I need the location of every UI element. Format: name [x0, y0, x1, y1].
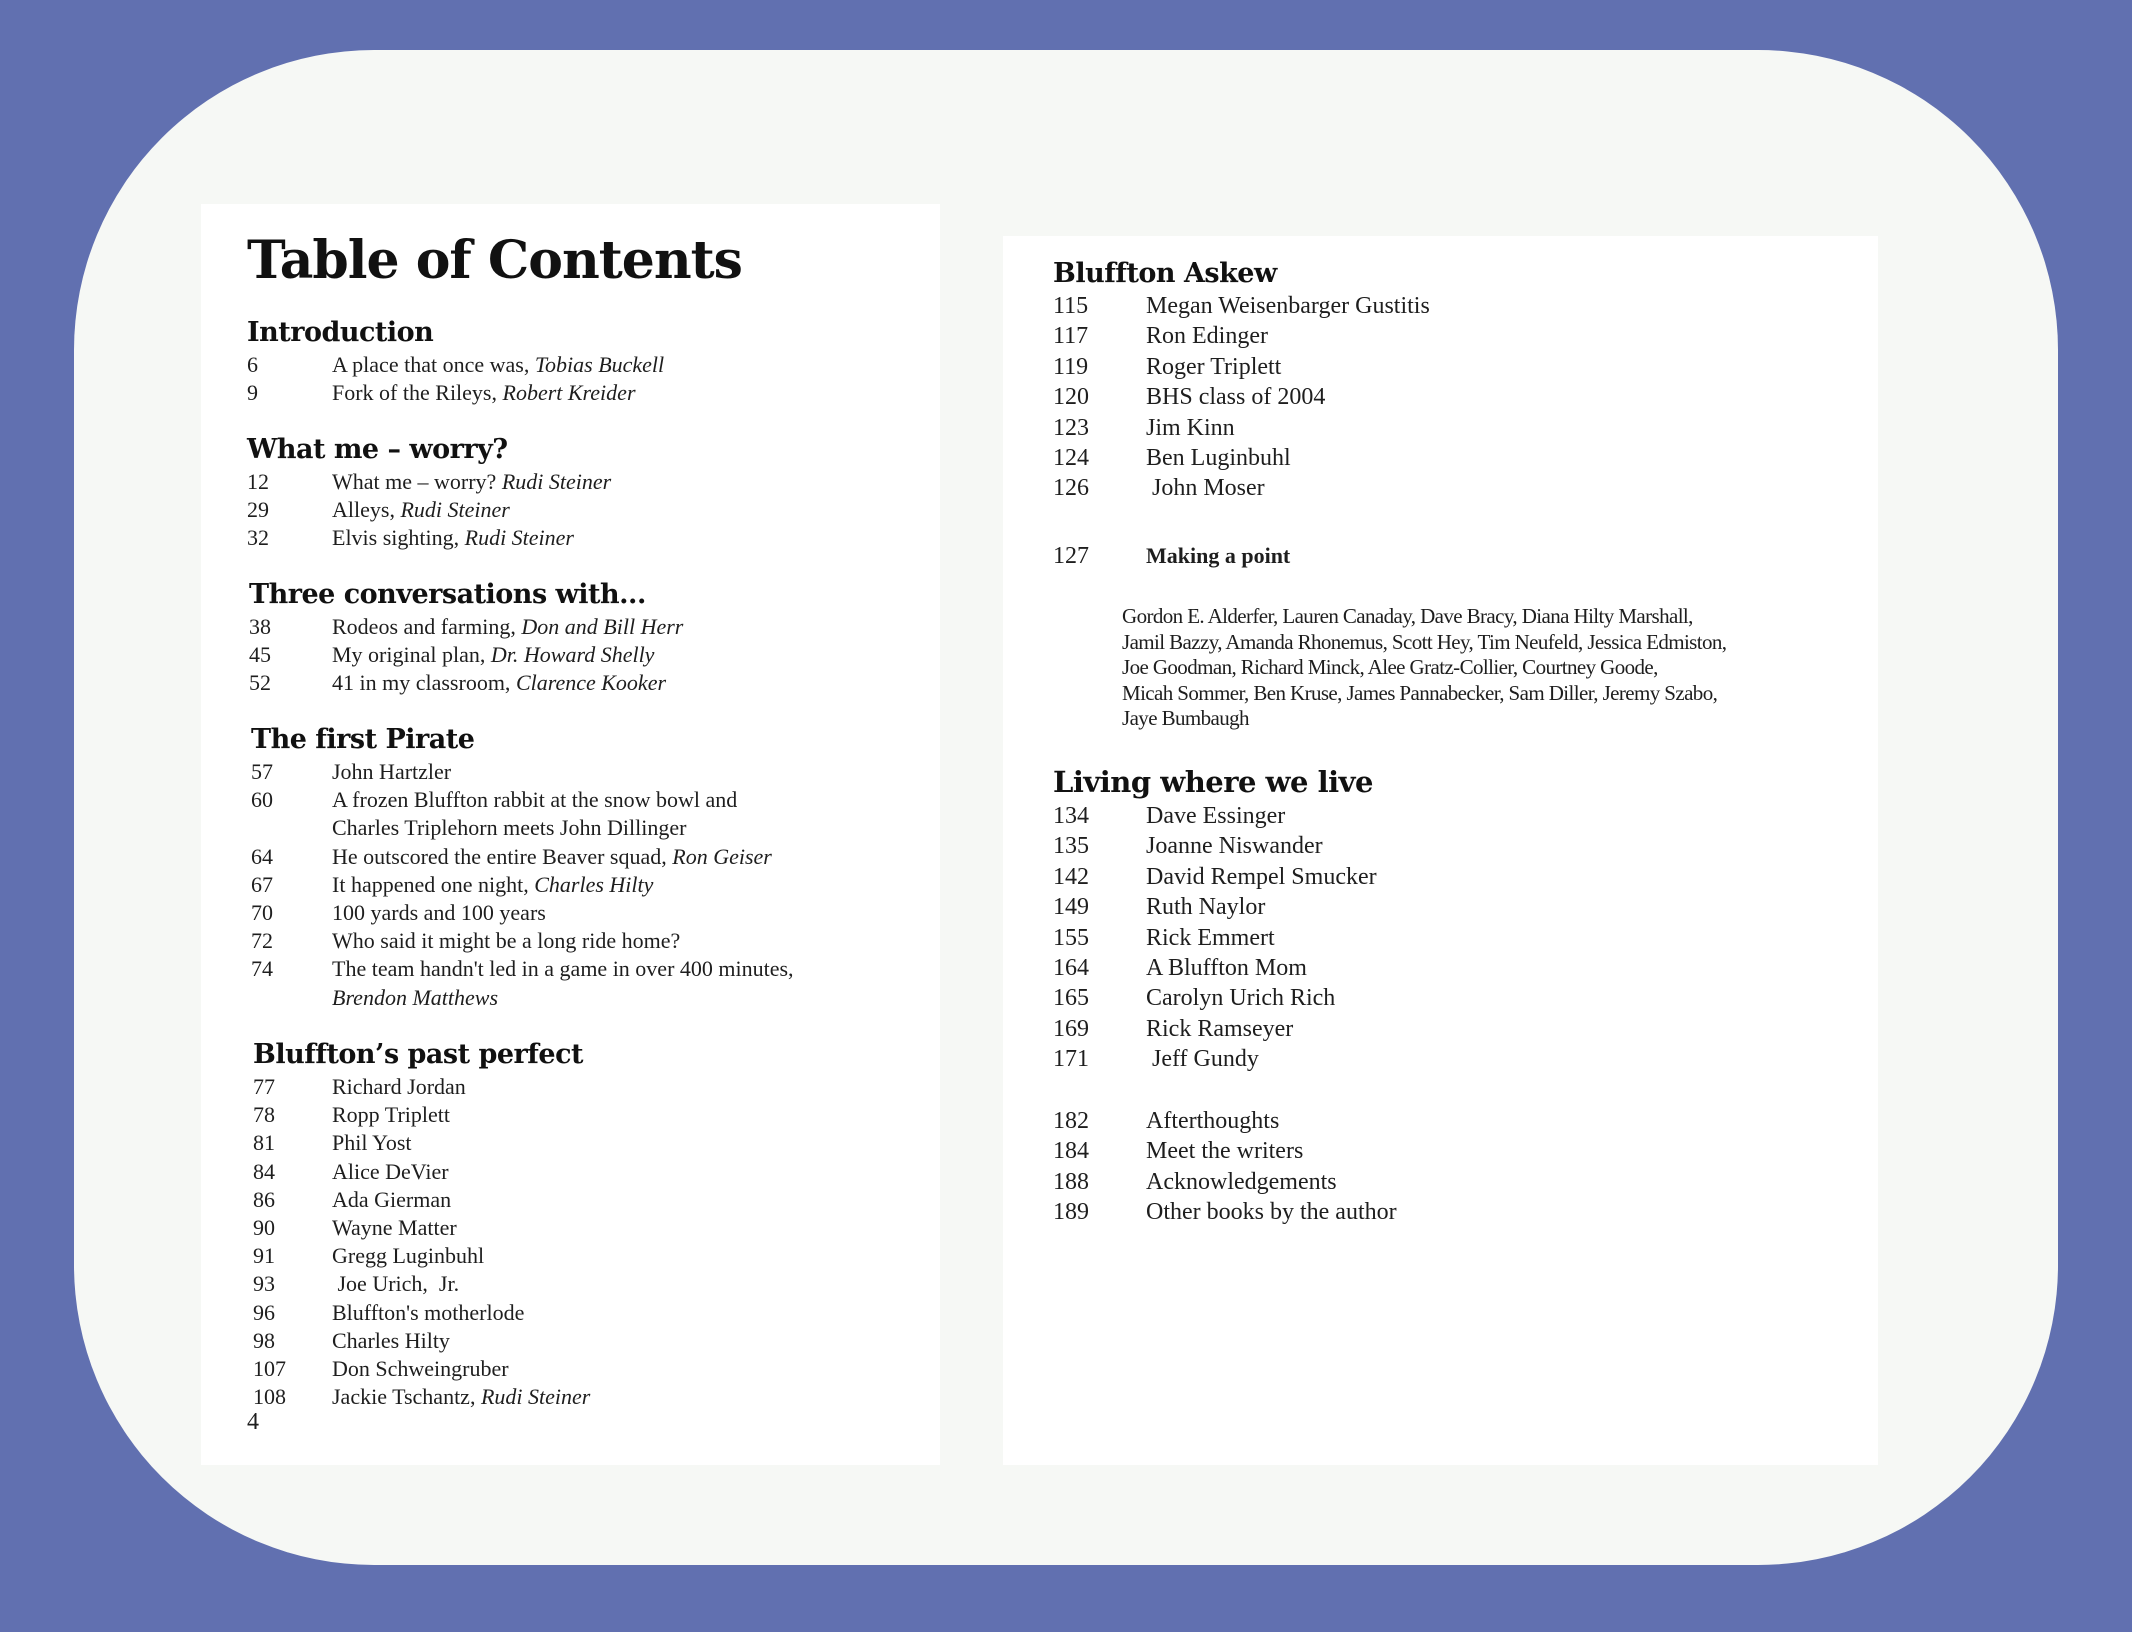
- page-ref: 184: [1053, 1138, 1089, 1165]
- toc-entry: [1053, 443, 1430, 473]
- section-introduction: [247, 316, 664, 407]
- toc-entry-continued: [251, 814, 794, 842]
- entry-author: Rudi Steiner: [501, 469, 612, 494]
- entry-author: Tobias Buckell: [534, 352, 665, 377]
- section-heading: Living where we live: [1053, 765, 1373, 799]
- entry-title: John Hartzler: [332, 759, 452, 784]
- page-ref: 182: [1053, 1108, 1089, 1134]
- entry-title: A frozen Bluffton rabbit at the snow bowl and: [332, 787, 738, 813]
- entry-title: Ada Gierman: [332, 1186, 452, 1212]
- page-ref: 124: [1053, 445, 1089, 472]
- entry-author: Clarence Kooker: [515, 670, 667, 696]
- entry-title: John Moser: [1146, 475, 1265, 502]
- page-ref: 119: [1053, 353, 1089, 380]
- entry-title: 100 yards and 100 years: [332, 900, 546, 926]
- names-line: Gordon E. Alderfer, Lauren Canaday, Dave Bracy, Diana Hilty Marshall,: [1122, 604, 1693, 628]
- page-ref: 142: [1053, 863, 1089, 890]
- entry-author: Rudi Steiner: [464, 525, 574, 551]
- entry-title: Ben Luginbuhl: [1146, 445, 1291, 472]
- page-ref: 32: [247, 525, 269, 551]
- toc-entry: [1053, 831, 1377, 861]
- entry-title: Roger Triplett: [1146, 353, 1282, 380]
- entry-title: Ruth Naylor: [1146, 894, 1266, 921]
- names-line: Jaye Bumbaugh: [1122, 706, 1249, 731]
- page-ref: 171: [1053, 1046, 1089, 1073]
- toc-entry: [1053, 1106, 1397, 1136]
- page-ref: 93: [253, 1271, 275, 1297]
- entry-title: Gregg Luginbuhl: [332, 1243, 485, 1269]
- toc-entry: [251, 899, 794, 927]
- page-ref: 90: [253, 1215, 275, 1241]
- page-ref: 126: [1053, 475, 1089, 502]
- entry-title: 41 in my classroom,: [332, 670, 516, 696]
- page-ref: 108: [253, 1384, 286, 1410]
- entry-title: Acknowledgements: [1146, 1168, 1337, 1195]
- toc-entry: [247, 351, 664, 379]
- toc-entry: [1053, 541, 1290, 571]
- entry-author: Rudi Steiner: [400, 497, 510, 523]
- page-ref: 117: [1053, 323, 1089, 350]
- entry-title: A place that once was,: [332, 352, 535, 377]
- entry-title: Don Schweingruber: [332, 1356, 509, 1382]
- toc-entry: [253, 1186, 590, 1214]
- page-ref: 127: [1053, 543, 1089, 569]
- page-ref: [251, 814, 332, 842]
- page-ref: 86: [253, 1186, 275, 1212]
- entry-author: Ron Geiser: [672, 843, 772, 869]
- entry-title: A Bluffton Mom: [1146, 955, 1307, 982]
- entry-title: Rick Emmert: [1146, 924, 1275, 951]
- entry-title: Alice DeVier: [332, 1158, 449, 1184]
- section-heading: Bluffton’s past perfect: [253, 1039, 583, 1070]
- page-ref: 64: [251, 843, 273, 869]
- entry-title: Afterthoughts: [1146, 1108, 1280, 1134]
- names-line: Jamil Bazzy, Amanda Rhonemus, Scott Hey, Tim Neufeld, Jessica Edmiston,: [1122, 629, 1727, 654]
- entry-title: Richard Jordan: [332, 1074, 466, 1099]
- page-ref: 135: [1053, 833, 1089, 860]
- left-page: [201, 204, 940, 1465]
- toc-entry: [251, 786, 794, 814]
- toc-entry: [1053, 291, 1430, 321]
- page-ref: 60: [251, 787, 273, 813]
- toc-entry-continued: [251, 984, 794, 1012]
- entry-title: Jeff Gundy: [1146, 1046, 1259, 1073]
- page-ref: 78: [253, 1102, 275, 1128]
- page-ref: 107: [253, 1356, 286, 1382]
- entry-title: Jackie Tschantz,: [332, 1384, 481, 1410]
- section-living-where-we-live: [1053, 764, 1377, 1075]
- toc-entry: [249, 669, 683, 697]
- entry-title: He outscored the entire Beaver squad,: [332, 843, 673, 869]
- entry-title: Megan Weisenbarger Gustitis: [1146, 293, 1430, 319]
- toc-entry: [1053, 413, 1430, 443]
- entry-title: Making a point: [1146, 543, 1291, 568]
- entry-author: Rudi Steiner: [480, 1384, 591, 1410]
- page-ref: [251, 984, 332, 1012]
- page-ref: 169: [1053, 1015, 1089, 1042]
- page-ref: 123: [1053, 414, 1089, 441]
- section-past-perfect: [253, 1038, 590, 1411]
- names-line: Joe Goodman, Richard Minck, Alee Gratz-Collier, Courtney Goode,: [1122, 655, 1658, 680]
- entry-title: Meet the writers: [1146, 1138, 1304, 1165]
- toc-entry: [247, 496, 611, 524]
- entry-title: Dave Essinger: [1146, 803, 1286, 829]
- page-ref: 9: [247, 380, 258, 406]
- page-ref: 164: [1053, 955, 1089, 982]
- toc-entry: [247, 524, 611, 552]
- contributor-names: [1122, 604, 1726, 732]
- page-ref: 57: [251, 759, 273, 784]
- page-ref: 77: [253, 1074, 275, 1099]
- entry-title: Charles Hilty: [332, 1327, 450, 1353]
- toc-entry: [1053, 473, 1430, 503]
- entry-title: Elvis sighting,: [332, 525, 465, 551]
- page-ref: 12: [247, 469, 269, 494]
- toc-entry: [253, 1355, 590, 1383]
- page-ref: 6: [247, 352, 258, 377]
- toc-entry: [1053, 1197, 1397, 1227]
- entry-title: What me – worry?: [332, 469, 502, 494]
- page-ref: 45: [249, 642, 271, 668]
- entry-title: Bluffton's motherlode: [332, 1299, 525, 1325]
- toc-entry: [1053, 1044, 1377, 1074]
- toc-entry: [247, 468, 611, 496]
- entry-author: Robert Kreider: [502, 380, 636, 406]
- page-ref: 91: [253, 1243, 275, 1269]
- toc-entry: [1053, 1167, 1397, 1197]
- entry-author: Brendon Matthews: [332, 984, 498, 1010]
- toc-entry: [249, 613, 683, 641]
- toc-entry: [1053, 923, 1377, 953]
- section-back-matter: [1053, 1106, 1397, 1228]
- toc-entry: [1053, 892, 1377, 922]
- section-what-me-worry: [247, 433, 611, 553]
- entry-title: Fork of the Rileys,: [332, 380, 503, 406]
- entry-author: Don and Bill Herr: [521, 614, 684, 639]
- entry-title: Joanne Niswander: [1146, 833, 1323, 860]
- section-heading: The first Pirate: [251, 724, 475, 755]
- toc-entry: [253, 1383, 590, 1411]
- page-ref: 149: [1053, 894, 1089, 921]
- entry-title: Rodeos and farming,: [332, 614, 522, 639]
- entry-title: Jim Kinn: [1146, 414, 1235, 441]
- toc-entry: [253, 1299, 590, 1327]
- section-heading: Bluffton Askew: [1053, 258, 1277, 289]
- section-bluffton-askew: [1053, 258, 1430, 504]
- page-ref: 81: [253, 1130, 275, 1156]
- toc-entry: [253, 1158, 590, 1186]
- entry-title: Rick Ramseyer: [1146, 1015, 1294, 1042]
- entry-title: Other books by the author: [1146, 1199, 1397, 1226]
- toc-entry: [1053, 1136, 1397, 1166]
- entry-title: Ropp Triplett: [332, 1102, 450, 1128]
- toc-entry: [249, 641, 683, 669]
- entry-title: Wayne Matter: [332, 1215, 457, 1241]
- names-line: Micah Sommer, Ben Kruse, James Pannabecker, Sam Diller, Jeremy Szabo,: [1122, 680, 1718, 705]
- section-heading: Introduction: [247, 317, 434, 348]
- page-ref: 96: [253, 1299, 275, 1325]
- toc-entry: [253, 1327, 590, 1355]
- page-ref: 155: [1053, 924, 1089, 951]
- entry-title: BHS class of 2004: [1146, 384, 1326, 411]
- page-ref: 84: [253, 1158, 275, 1184]
- entry-title: The team handn't led in a game in over 400 minutes,: [332, 956, 794, 982]
- entry-title: Who said it might be a long ride home?: [332, 928, 681, 954]
- making-a-point-entry: [1053, 541, 1290, 571]
- toc-entry: [1053, 321, 1430, 351]
- page-ref: 189: [1053, 1199, 1089, 1226]
- entry-title: Ron Edinger: [1146, 323, 1268, 350]
- page-ref: 72: [251, 928, 273, 954]
- right-page: [1003, 236, 1878, 1465]
- toc-entry: [1053, 382, 1430, 412]
- page-ref: 188: [1053, 1168, 1089, 1195]
- toc-entry: [253, 1073, 590, 1101]
- entry-author: Charles Hilty: [534, 871, 654, 897]
- page-ref: 120: [1053, 384, 1089, 411]
- toc-entry: [1053, 983, 1377, 1013]
- toc-entry: [253, 1242, 590, 1270]
- section-heading: Three conversations with...: [249, 579, 646, 610]
- toc-entry: [251, 927, 794, 955]
- entry-author: Dr. Howard Shelly: [490, 642, 655, 668]
- toc-entry: [1053, 801, 1377, 831]
- section-heading: What me – worry?: [247, 434, 508, 465]
- entry-title: Charles Triplehorn meets John Dillinger: [332, 815, 687, 841]
- entry-title: It happened one night,: [332, 871, 535, 897]
- page-ref: 38: [249, 614, 271, 639]
- entry-title: David Rempel Smucker: [1146, 863, 1377, 890]
- page-ref: 98: [253, 1327, 275, 1353]
- toc-entry: [247, 379, 664, 407]
- toc-entry: [253, 1101, 590, 1129]
- page-ref: 165: [1053, 985, 1089, 1012]
- toc-entry: [253, 1214, 590, 1242]
- page-number: 4: [247, 1409, 259, 1435]
- toc-entry: [1053, 352, 1430, 382]
- entry-title: Joe Urich, Jr.: [332, 1271, 460, 1297]
- toc-entry: [1053, 953, 1377, 983]
- page-ref: 74: [251, 956, 273, 982]
- entry-title: Carolyn Urich Rich: [1146, 985, 1336, 1012]
- toc-entry: [251, 955, 794, 983]
- toc-entry: [1053, 1014, 1377, 1044]
- toc-entry: [253, 1129, 590, 1157]
- page-ref: 67: [251, 871, 273, 897]
- toc-entry: [251, 843, 794, 871]
- page-ref: 115: [1053, 293, 1089, 319]
- page-ref: 52: [249, 670, 271, 696]
- entry-title: My original plan,: [332, 642, 491, 668]
- section-three-conversations: [249, 578, 683, 698]
- entry-title: Phil Yost: [332, 1130, 412, 1156]
- section-first-pirate: [251, 723, 794, 1012]
- toc-entry: [1053, 862, 1377, 892]
- toc-entry: [251, 871, 794, 899]
- entry-title: Alleys,: [332, 497, 401, 523]
- page-ref: 134: [1053, 803, 1089, 829]
- toc-entry: [251, 758, 794, 786]
- page-title: Table of Contents: [247, 230, 742, 291]
- page-ref: 70: [251, 900, 273, 926]
- page-ref: 29: [247, 497, 269, 523]
- toc-entry: [253, 1270, 590, 1298]
